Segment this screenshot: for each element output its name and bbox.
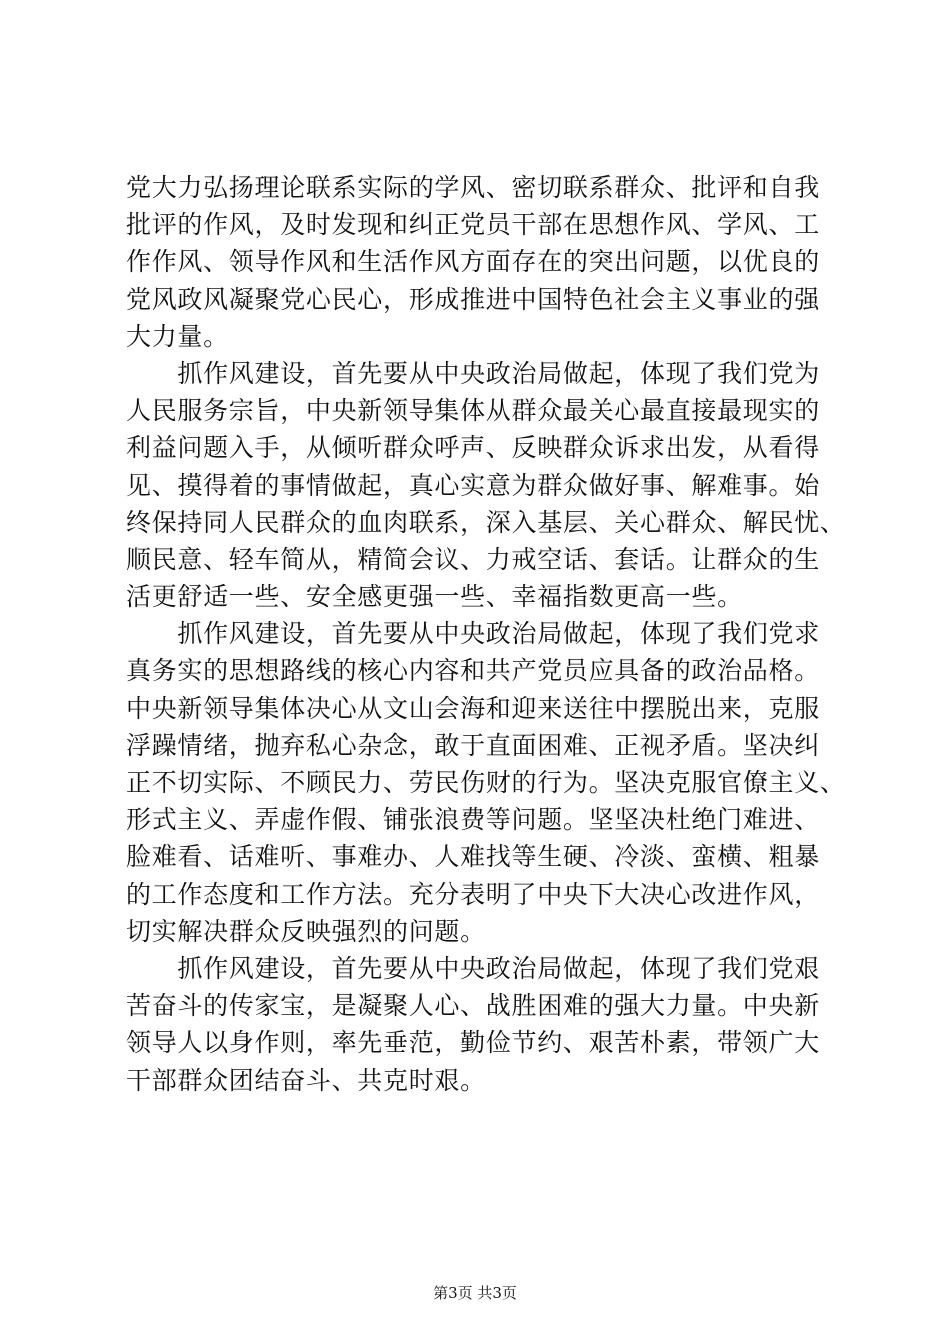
text-line: 抓作风建设，首先要从中央政治局做起，体现了我们党艰 bbox=[126, 953, 820, 983]
text-line: 苦奋斗的传家宝，是凝聚人心、战胜困难的强大力量。中央新 bbox=[126, 991, 820, 1021]
text-line: 的工作态度和工作方法。充分表明了中央下大决心改进作风， bbox=[126, 879, 820, 909]
body-text bbox=[126, 169, 856, 1099]
page-number-footer: 第3页 共3页 bbox=[433, 1284, 517, 1302]
text-line: 切实解决群众反映强烈的问题。 bbox=[126, 916, 486, 946]
text-line: 作作风、领导作风和生活作风方面存在的突出问题，以优良的 bbox=[126, 247, 820, 277]
text-line: 大力量。 bbox=[126, 321, 229, 351]
text-line: 批评的作风，及时发现和纠正党员干部在思想作风、学风、工 bbox=[126, 210, 820, 240]
text-line: 干部群众团结奋斗、共克时艰。 bbox=[126, 1065, 486, 1095]
text-line: 领导人以身作则，率先垂范，勤俭节约、艰苦朴素，带领广大 bbox=[126, 1028, 820, 1058]
text-line: 抓作风建设，首先要从中央政治局做起，体现了我们党求 bbox=[126, 619, 820, 649]
text-line: 顺民意、轻车简从，精简会议、力戒空话、套话。让群众的生 bbox=[126, 544, 820, 574]
text-line: 中央新领导集体决心从文山会海和迎来送往中摆脱出来，克服 bbox=[126, 693, 820, 723]
text-line: 活更舒适一些、安全感更强一些、幸福指数更高一些。 bbox=[126, 582, 743, 612]
text-line: 终保持同人民群众的血肉联系，深入基层、关心群众、解民忧、 bbox=[126, 507, 846, 537]
text-line: 抓作风建设，首先要从中央政治局做起，体现了我们党为 bbox=[126, 358, 820, 388]
text-line: 党大力弘扬理论联系实际的学风、密切联系群众、批评和自我 bbox=[126, 173, 820, 202]
text-line: 浮躁情绪，抛弃私心杂念，敢于直面困难、正视矛盾。坚决纠 bbox=[126, 730, 820, 760]
text-line: 利益问题入手，从倾听群众呼声、反映群众诉求出发，从看得 bbox=[126, 433, 820, 463]
text-line: 见、摸得着的事情做起，真心实意为群众做好事、解难事。始 bbox=[126, 470, 820, 500]
text-line: 形式主义、弄虚作假、铺张浪费等问题。坚坚决杜绝门难进、 bbox=[126, 805, 820, 835]
text-line: 真务实的思想路线的核心内容和共产党员应具备的政治品格。 bbox=[126, 656, 820, 686]
text-line: 党风政风凝聚党心民心，形成推进中国特色社会主义事业的强 bbox=[126, 284, 820, 314]
text-line: 正不切实际、不顾民力、劳民伤财的行为。坚决克服官僚主义、 bbox=[126, 768, 846, 797]
text-line: 人民服务宗旨，中央新领导集体从群众最关心最直接最现实的 bbox=[126, 396, 820, 426]
text-line: 脸难看、话难听、事难办、人难找等生硬、冷淡、蛮横、粗暴 bbox=[126, 842, 820, 872]
